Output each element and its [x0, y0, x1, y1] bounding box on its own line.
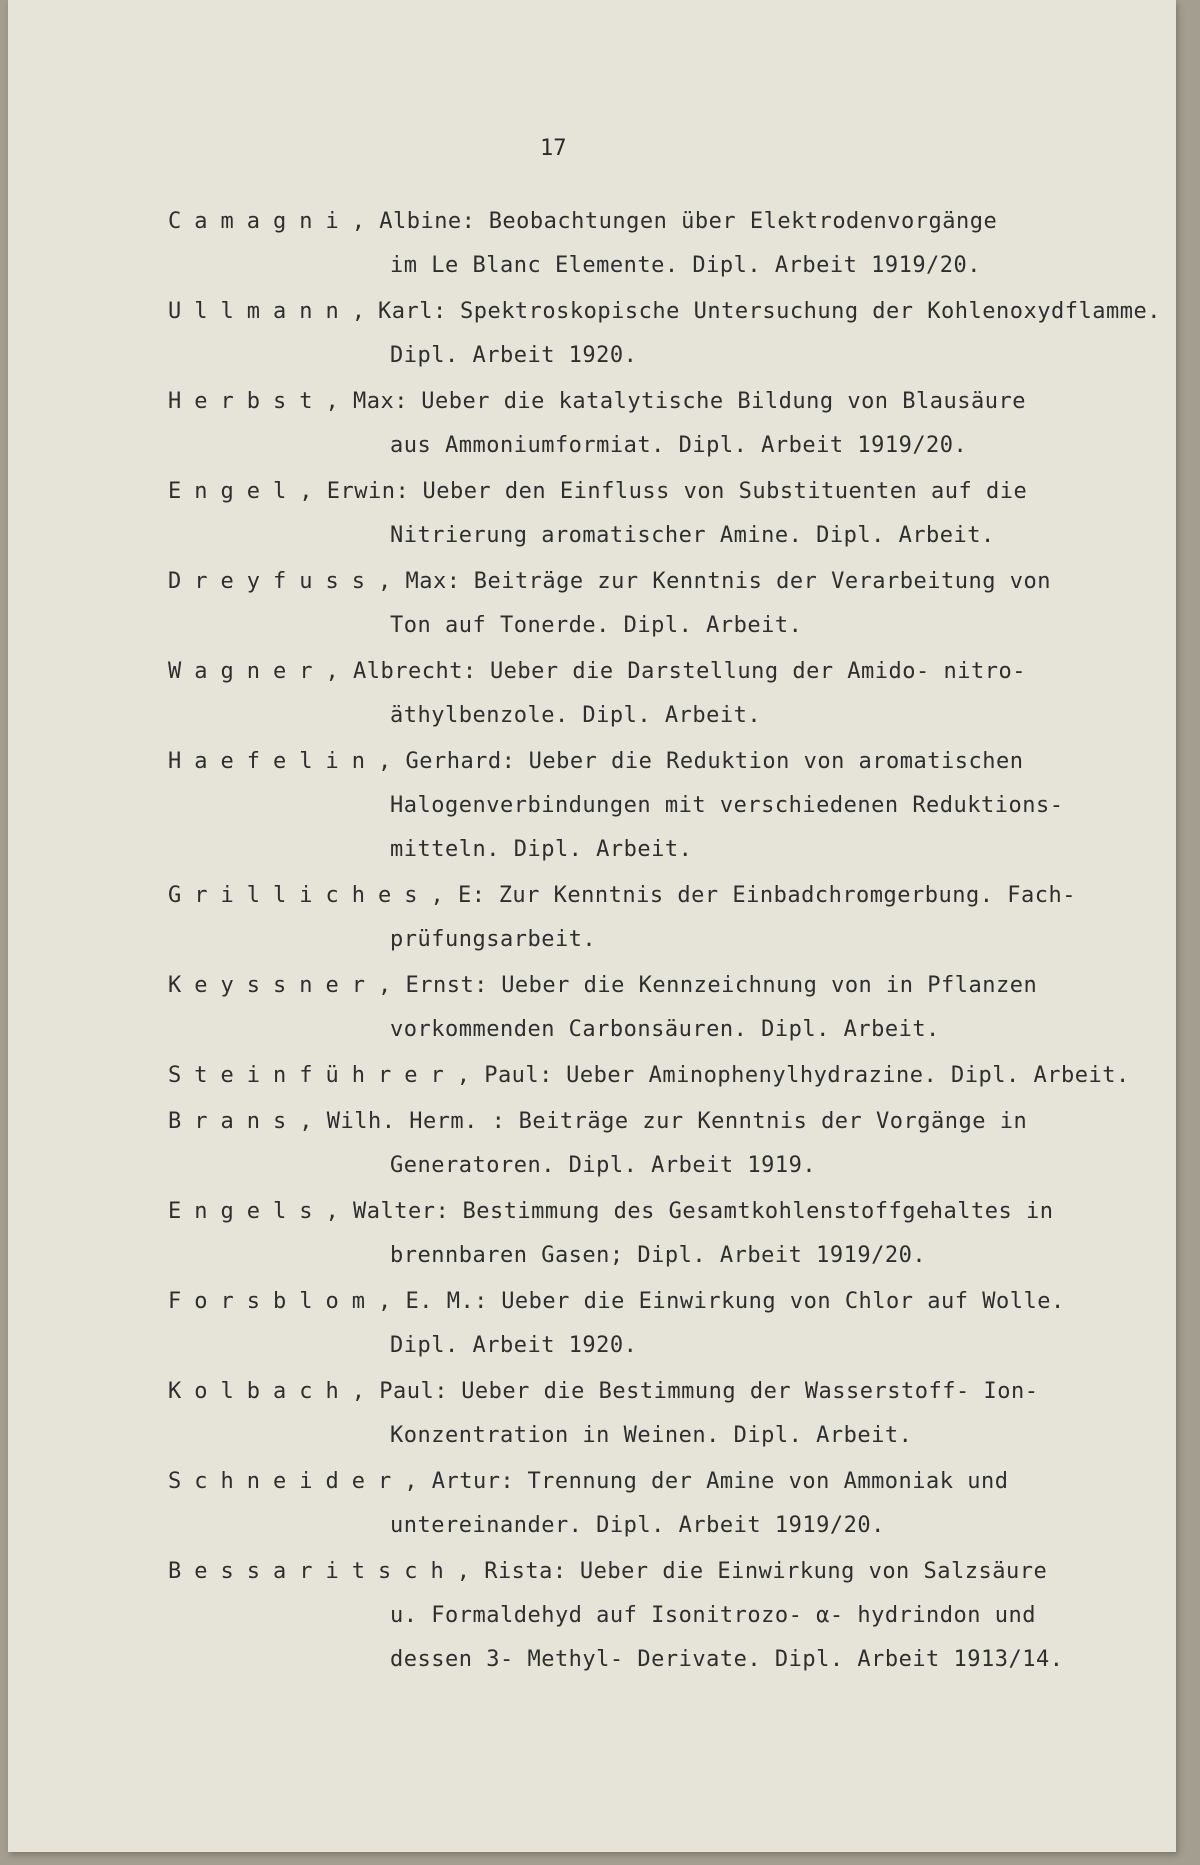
list-item	[168, 1460, 1168, 1548]
thesis-title-continuation: mitteln. Dipl. Arbeit.	[390, 837, 693, 862]
author-first-name: , Max:	[325, 389, 408, 414]
entry-first-line	[168, 1100, 1168, 1144]
thesis-title: Ueber die Kennzeichnung von in Pflanzen	[501, 973, 1038, 998]
list-item	[168, 1190, 1168, 1278]
thesis-title: Bestimmung des Gesamtkohlenstoffgehaltes in	[462, 1199, 1054, 1224]
author-surname: Forsblom	[168, 1289, 378, 1314]
entry-first-line	[168, 470, 1168, 514]
entry-first-line	[168, 1370, 1168, 1414]
author-surname: Dreyfuss	[168, 569, 378, 594]
author-surname: Herbst	[168, 389, 326, 414]
author-first-name: , Paul:	[351, 1379, 448, 1404]
list-item	[168, 1370, 1168, 1458]
thesis-title: Trennung der Amine von Ammoniak und	[527, 1469, 1009, 1494]
list-item	[168, 650, 1168, 738]
thesis-title-continuation: dessen 3- Methyl- Derivate. Dipl. Arbeit 1913/14.	[390, 1647, 1064, 1672]
entry-first-line	[168, 740, 1168, 784]
author-first-name: , Wilh. Herm. :	[299, 1109, 506, 1134]
thesis-title-continuation: u. Formaldehyd auf Isonitrozo- α- hydrindon und	[390, 1603, 1037, 1628]
author-surname: Wagner	[168, 659, 326, 684]
list-item	[168, 1550, 1168, 1682]
thesis-title-continuation: äthylbenzole. Dipl. Arbeit.	[390, 703, 762, 728]
thesis-title: Ueber die Darstellung der Amido- nitro-	[489, 659, 1026, 684]
thesis-title: Ueber die Bestimmung der Wasserstoff- Ion-	[461, 1379, 1039, 1404]
author-first-name: , Paul:	[456, 1063, 553, 1088]
author-first-name: , Max:	[377, 569, 461, 594]
entry-first-line	[168, 380, 1168, 424]
author-first-name: , Walter:	[325, 1199, 450, 1224]
author-surname: Bessaritsch	[168, 1559, 457, 1584]
list-item	[168, 1100, 1168, 1188]
list-item	[168, 1054, 1168, 1098]
thesis-title-continuation: Dipl. Arbeit 1920.	[390, 343, 638, 368]
author-surname: Camagni	[168, 209, 352, 234]
author-surname: Brans	[168, 1109, 300, 1134]
author-surname: Grilliches	[168, 883, 431, 908]
list-item	[168, 560, 1168, 648]
author-first-name: , E:	[430, 883, 486, 908]
author-first-name: , Albine:	[351, 209, 476, 234]
thesis-title-continuation: Ton auf Tonerde. Dipl. Arbeit.	[390, 613, 803, 638]
thesis-title: Zur Kenntnis der Einbadchromgerbung. Fach-	[498, 883, 1076, 908]
thesis-title-continuation: Halogenverbindungen mit verschiedenen Reduktions-	[390, 793, 1064, 818]
thesis-title: Ueber Aminophenylhydrazine. Dipl. Arbeit.	[566, 1063, 1130, 1088]
thesis-title-continuation: brennbaren Gasen; Dipl. Arbeit 1919/20.	[390, 1243, 927, 1268]
thesis-title-continuation: Generatoren. Dipl. Arbeit 1919.	[390, 1153, 817, 1178]
thesis-title-continuation: Nitrierung aromatischer Amine. Dipl. Arbeit.	[390, 523, 995, 548]
entry-first-line	[168, 964, 1168, 1008]
author-surname: Ullmann,	[168, 299, 378, 324]
author-first-name: , E. M.:	[377, 1289, 488, 1314]
list-item	[168, 470, 1168, 558]
entry-list	[168, 200, 1168, 1684]
thesis-title: Ueber den Einfluss von Substituenten auf die	[422, 479, 1028, 504]
author-first-name: , Gerhard:	[377, 749, 516, 774]
list-item	[168, 380, 1168, 468]
thesis-title-continuation: Konzentration in Weinen. Dipl. Arbeit.	[390, 1423, 913, 1448]
author-surname: Engel	[168, 479, 300, 504]
author-surname: Keyssner	[168, 973, 378, 998]
thesis-title-continuation: im Le Blanc Elemente. Dipl. Arbeit 1919/20.	[390, 253, 982, 278]
author-first-name: , Ernst:	[377, 973, 488, 998]
list-item	[168, 874, 1168, 962]
thesis-title-continuation: untereinander. Dipl. Arbeit 1919/20.	[390, 1513, 885, 1538]
thesis-title-continuation: Dipl. Arbeit 1920.	[390, 1333, 638, 1358]
thesis-title: Ueber die katalytische Bildung von Blausäure	[421, 389, 1027, 414]
entry-first-line	[168, 290, 1168, 334]
entry-first-line	[168, 874, 1168, 918]
entry-first-line	[168, 1280, 1168, 1324]
thesis-title: Beobachtungen über Elektrodenvorgänge	[488, 209, 998, 234]
author-first-name: , Erwin:	[299, 479, 410, 504]
thesis-title: Ueber die Einwirkung von Salzsäure	[579, 1559, 1048, 1584]
thesis-title: Ueber die Einwirkung von Chlor auf Wolle.	[501, 1289, 1065, 1314]
entry-first-line	[168, 650, 1168, 694]
list-item	[168, 290, 1168, 378]
thesis-title-continuation: prüfungsarbeit.	[390, 927, 597, 952]
entry-first-line	[168, 1460, 1168, 1504]
author-surname: Engels	[168, 1199, 326, 1224]
list-item	[168, 740, 1168, 872]
thesis-title: Ueber die Reduktion von aromatischen	[528, 749, 1024, 774]
list-item	[168, 1280, 1168, 1368]
author-surname: Schneider	[168, 1469, 405, 1494]
list-item	[168, 964, 1168, 1052]
author-first-name: , Albrecht:	[325, 659, 477, 684]
thesis-title-continuation: aus Ammoniumformiat. Dipl. Arbeit 1919/20.	[390, 433, 968, 458]
page-number: 17	[540, 136, 567, 161]
thesis-title-continuation: vorkommenden Carbonsäuren. Dipl. Arbeit.	[390, 1017, 940, 1042]
entry-first-line	[168, 1190, 1168, 1234]
thesis-title: Beiträge zur Kenntnis der Verarbeitung von	[473, 569, 1051, 594]
entry-first-line	[168, 1054, 1168, 1098]
document-page	[8, 0, 1176, 1852]
entry-first-line	[168, 560, 1168, 604]
author-first-name: , Rista:	[456, 1559, 567, 1584]
entry-first-line	[168, 200, 1168, 244]
thesis-title: Spektroskopische Untersuchung der Kohlenoxydflamme.	[459, 299, 1161, 324]
entry-first-line	[168, 1550, 1168, 1594]
list-item	[168, 200, 1168, 288]
author-surname: Steinführer	[168, 1063, 457, 1088]
author-first-name: Karl:	[377, 299, 447, 324]
author-first-name: , Artur:	[404, 1469, 515, 1494]
author-surname: Kolbach	[168, 1379, 352, 1404]
author-surname: Haefelin	[168, 749, 378, 774]
thesis-title: Beiträge zur Kenntnis der Vorgänge in	[518, 1109, 1028, 1134]
